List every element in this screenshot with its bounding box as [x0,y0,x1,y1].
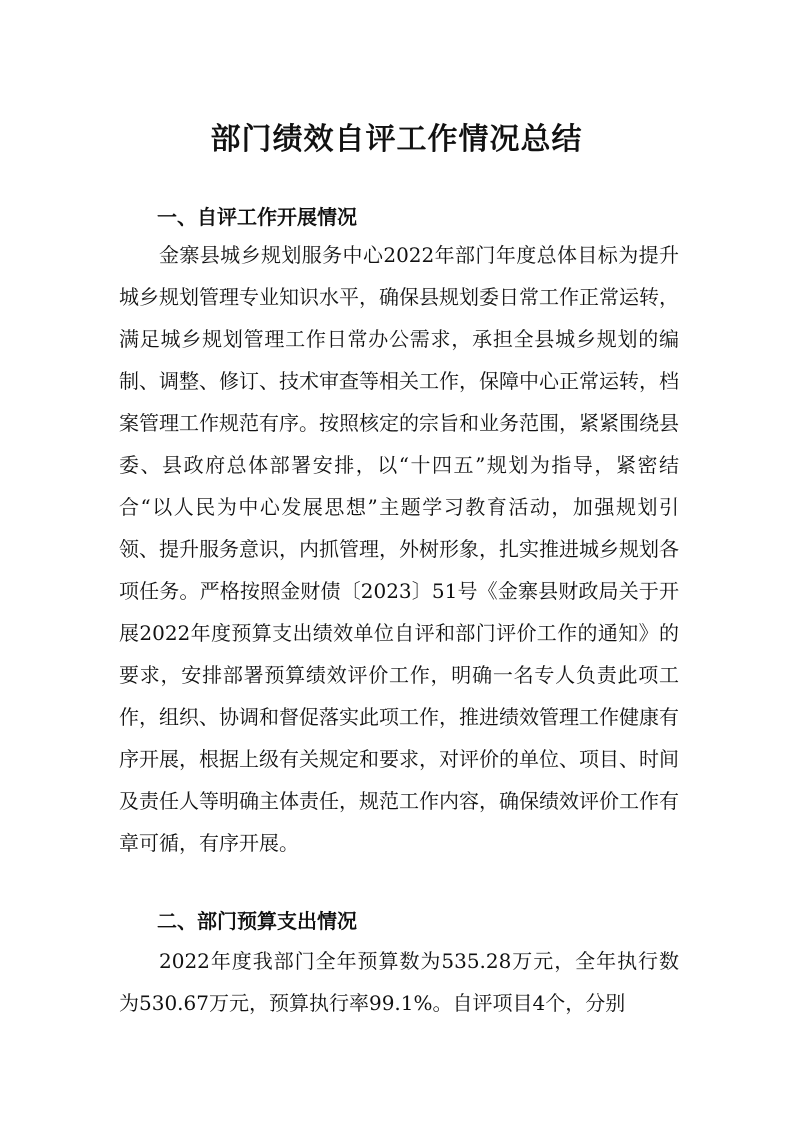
section-heading-1: 一、自评工作开展情况 [157,205,357,229]
document-title: 部门绩效自评工作情况总结 [210,122,583,157]
section-heading-2: 二、部门预算支出情况 [157,909,357,933]
section-paragraph-1: 金寨县城乡规划服务中心2022年部门年度总体目标为提升城乡规划管理专业知识水平，确保县规划委日常工作正常运转，满足城乡规划管理工作日常办公需求，承担全县城乡规划的编制、调整、修订、技术审查等相关工作，保障中心正常运转，档案管理工作规范有序。按照核定的宗旨和业务范围，紧紧围绕县委、县政府总体部署安排，以“十四五”规划为指导，紧密结合“以人民为中心发展思想”主题学习教育活动，加强规划引领、提升服务意识，内抓管理，外树形象，扎实推进城乡规划各项任务。严格按照金财债〔2023〕51号《金寨县财政局关于开展2022年度预算支出绩效单位自评和部门评价工作的通知》的要求，安排部署预算绩效评价工作，明确一名专人负责此项工作，组织、协调和督促落实此项工作，推进绩效管理工作健康有序开展，根据上级有关规定和要求，对评价的单位、项目、时间及责任人等明确主体责任，规范工作内容，确保绩效评价工作有章可循，有序开展。 [119,243,679,855]
section-paragraph-2: 2022年度我部门全年预算数为535.28万元，全年执行数为530.67万元，预算执行率99.1%。自评项目4个，分别 [119,949,679,1015]
